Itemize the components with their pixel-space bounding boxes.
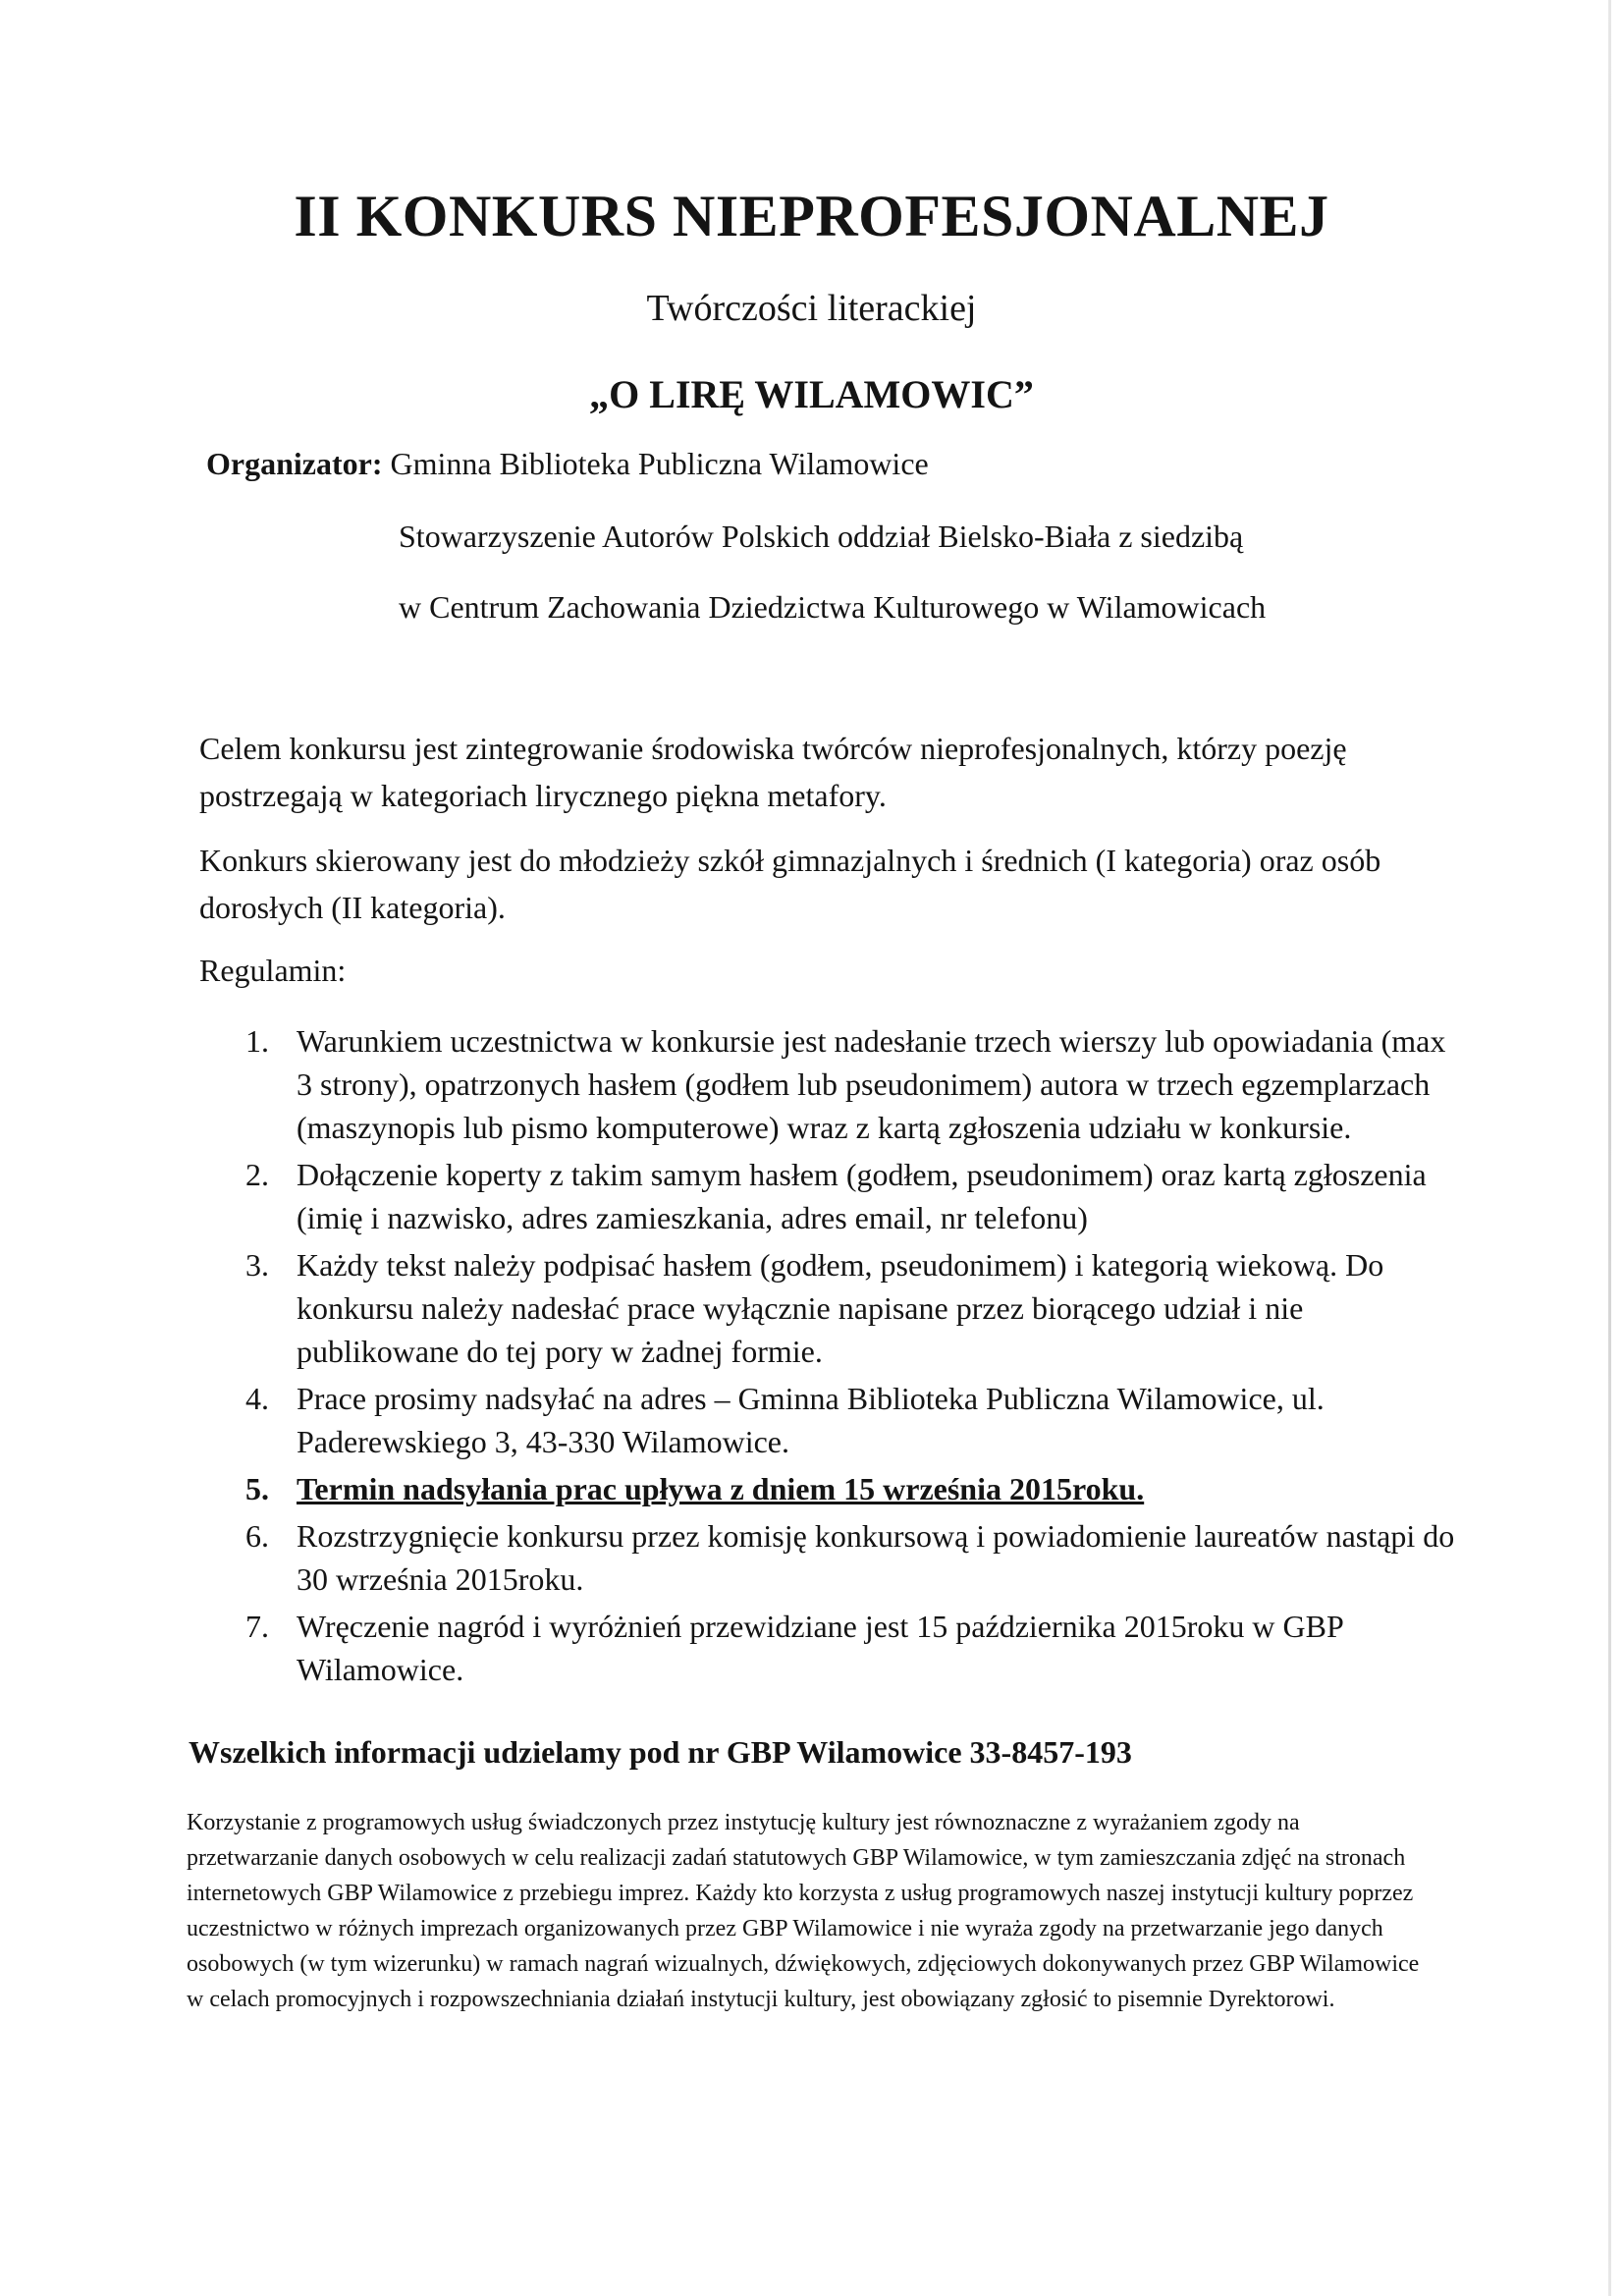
rules-list <box>236 1019 1463 1695</box>
organizer-name-2: Stowarzyszenie Autorów Polskich oddział Bielsko-Biała z siedzibą <box>399 519 1244 554</box>
contact-info: Wszelkich informacji udzielamy pod nr GBP Wilamowice 33-8457-193 <box>189 1734 1132 1770</box>
rule-text: Prace prosimy nadsyłać na adres – Gminna Biblioteka Publiczna Wilamowice, ul. Paderewskiego 3, 43-330 Wilamowice. <box>297 1381 1325 1459</box>
organizer-name-3: w Centrum Zachowania Dziedzictwa Kulturowego w Wilamowicach <box>399 589 1267 625</box>
rule-text: Dołączenie koperty z takim samym hasłem (godłem, pseudonimem) oraz kartą zgłoszenia (imię i nazwisko, adres zamieszkania, adres email, nr telefonu) <box>297 1157 1427 1235</box>
privacy-notice: Korzystanie z programowych usług świadczonych przez instytucję kultury jest równoznaczne z wyrażaniem zgody na przetwarzanie danych osobowych w celu realizacji zadań statutowych GBP Wilamowice, w tym zamieszczania zdjęć na stronach internetowych GBP Wilamowice z przebiegu imprez. Każdy kto korzysta z usług programowych naszej instytucji kultury poprzez uczestnictwo w różnych imprezach organizowanych przez GBP Wilamowice i nie wyraża zgody na przetwarzanie jego danych osobowych (w tym wizerunku) w ramach nagrań wizualnych, dźwiękowych, zdjęciowych dokonywanych przez GBP Wilamowice w celach promocyjnych i rozpowszechniania działań instytucji kultury, jest obowiązany zgłosić to pisemnie Dyrektorowi. <box>187 1810 1420 2012</box>
rule-number: 7. <box>245 1609 269 1644</box>
scan-edge-shadow <box>1608 0 1611 2296</box>
rule-number: 6. <box>245 1518 269 1554</box>
rule-text: Wręczenie nagród i wyróżnień przewidziane jest 15 października 2015roku w GBP Wilamowice. <box>297 1609 1343 1687</box>
rule-text: Każdy tekst należy podpisać hasłem (godłem, pseudonimem) i kategorią wiekową. Do konkursu należy nadesłać prace wyłącznie napisane przez biorącego udział i nie publikowane do tej pory w żadnej formie. <box>297 1247 1384 1369</box>
organizer-line <box>206 446 929 482</box>
organizer-label: Organizator: <box>206 446 383 481</box>
rule-number: 5. <box>245 1471 269 1506</box>
rule-number: 2. <box>245 1157 269 1192</box>
rule-item <box>236 1019 1463 1149</box>
audience-paragraph: Konkurs skierowany jest do młodzieży szkół gimnazjalnych i średnich (I kategoria) oraz osób dorosłych (II kategoria). <box>199 843 1381 925</box>
rule-number: 4. <box>245 1381 269 1416</box>
rule-text: Termin nadsyłania prac upływa z dniem 15 września 2015roku. <box>297 1471 1145 1506</box>
rule-text: Rozstrzygnięcie konkursu przez komisję konkursową i powiadomienie laureatów nastąpi do 30 września 2015roku. <box>297 1518 1455 1597</box>
contest-name: „O LIRĘ WILAMOWIC” <box>589 372 1034 416</box>
rule-item <box>236 1514 1463 1601</box>
rule-item <box>236 1153 1463 1239</box>
document-title: II KONKURS NIEPROFESJONALNEJ <box>294 184 1329 248</box>
rule-item <box>236 1243 1463 1373</box>
rule-item <box>236 1605 1463 1691</box>
rule-number: 3. <box>245 1247 269 1283</box>
rule-text: Warunkiem uczestnictwa w konkursie jest nadesłanie trzech wierszy lub opowiadania (max 3 strony), opatrzonych hasłem (godłem lub pseudonimem) autora w trzech egzemplarzach (maszynopis lub pismo komputerowe) wraz z kartą zgłoszenia udziału w konkursie. <box>297 1023 1446 1145</box>
goal-paragraph: Celem konkursu jest zintegrowanie środowiska twórców nieprofesjonalnych, którzy poezję postrzegają w kategoriach lirycznego piękna metafory. <box>199 731 1347 813</box>
organizer-name-1: Gminna Biblioteka Publiczna Wilamowice <box>390 446 929 481</box>
rule-number: 1. <box>245 1023 269 1059</box>
rule-item <box>236 1377 1463 1463</box>
rules-heading: Regulamin: <box>199 953 347 988</box>
document-subtitle: Twórczości literackiej <box>646 288 977 329</box>
rule-item-deadline <box>236 1467 1463 1510</box>
